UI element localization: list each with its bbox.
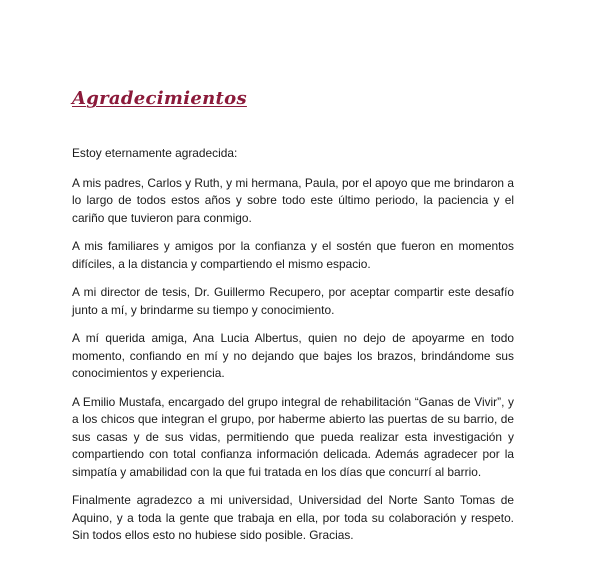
paragraph-thesis-director: A mi director de tesis, Dr. Guillermo Recupero, por aceptar compartir este desafío junto a mí, y brindarme su tiempo y conocimiento. — [72, 285, 514, 317]
paragraph-friend: A mí querida amiga, Ana Lucia Albertus, quien no dejo de apoyarme en todo momento, confiando en mí y no dejando que bajes los brazos, brindándome sus conocimientos y experiencia. — [72, 331, 514, 380]
paragraph-family-friends: A mis familiares y amigos por la confianza y el sostén que fueron en momentos difíciles, a la distancia y compartiendo el mismo espacio. — [72, 239, 514, 271]
paragraph-intro: Estoy eternamente agradecida: — [72, 146, 238, 160]
paragraph-university: Finalmente agradezco a mi universidad, Universidad del Norte Santo Tomas de Aquino, y a toda la gente que trabaja en ella, por toda su colaboración y respeto. Sin todos ellos esto no hubiese sido posible. Gracias. — [72, 493, 514, 542]
page-title: Agradecimientos — [72, 88, 247, 109]
paragraph-rehab-group: A Emilio Mustafa, encargado del grupo integral de rehabilitación “Ganas de Vivir”, y a los chicos que integran el grupo, por haberme abierto las puertas de su barrio, de sus casas y de sus vidas, permitiendo que pueda realizar esta investigación y compartiendo con total confianza información delicada. Además agradecer por la simpatía y amabilidad con la que fui tratada en los días que concurrí al barrio. — [72, 394, 514, 479]
paragraph-parents: A mis padres, Carlos y Ruth, y mi hermana, Paula, por el apoyo que me brindaron a lo largo de todos estos años y sobre todo este último periodo, la paciencia y el cariño que tuvieron para conmigo. — [72, 175, 514, 225]
acknowledgements-body — [72, 145, 514, 556]
